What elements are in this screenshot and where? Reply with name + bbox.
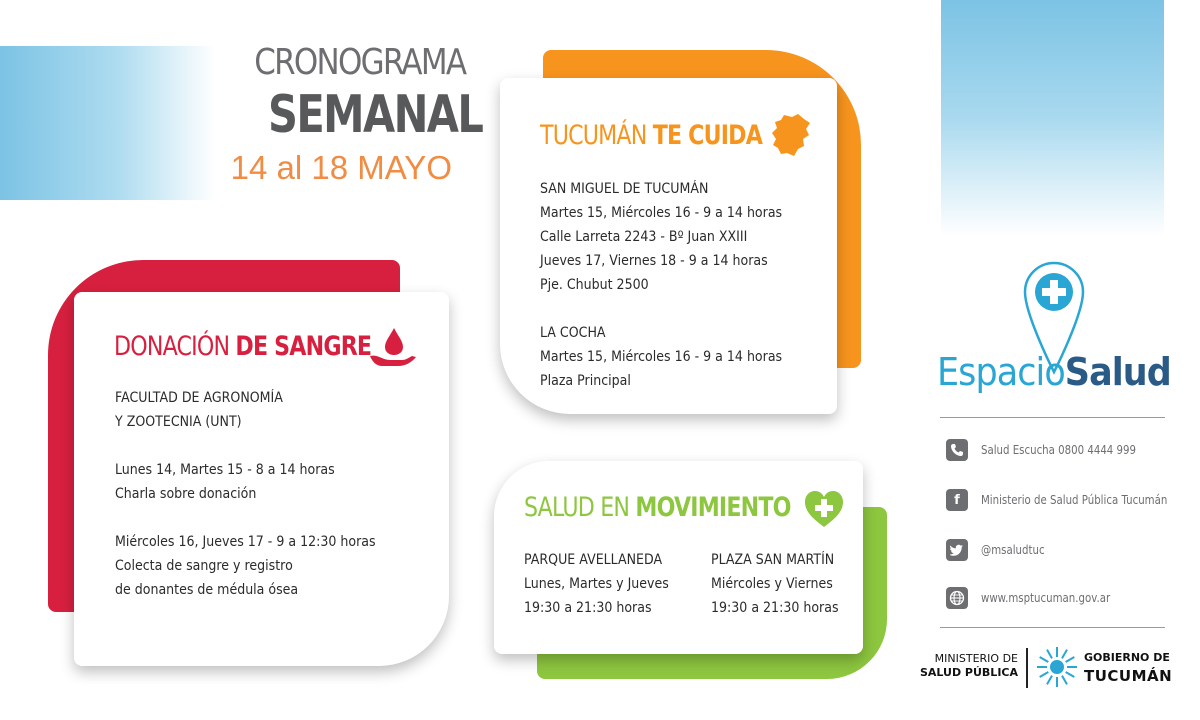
donacion-spacer bbox=[115, 434, 376, 458]
ministry-line-2: SALUD PÚBLICA bbox=[919, 666, 1018, 679]
movimiento-col1-line: 19:30 a 21:30 horas bbox=[524, 600, 652, 616]
tucuman-line: LA COCHA bbox=[540, 325, 606, 341]
left-blue-band bbox=[0, 46, 215, 200]
movimiento-col1-line: PARQUE AVELLANEDA bbox=[524, 552, 663, 568]
espacio-salud-logo bbox=[937, 350, 1171, 394]
movimiento-col-2 bbox=[711, 548, 839, 620]
tucuman-line: Jueves 17, Viernes 18 - 9 a 14 horas bbox=[540, 253, 768, 269]
sun-emblem-icon bbox=[1036, 646, 1078, 688]
facebook-icon: f bbox=[946, 489, 968, 511]
title-line-semanal: SEMANAL bbox=[268, 85, 483, 145]
tucuman-title-light: TUCUMÁN bbox=[540, 120, 647, 151]
contact-phone-text: Salud Escucha 0800 4444 999 bbox=[981, 443, 1137, 457]
tucuman-card-text bbox=[540, 177, 782, 393]
ministry-line-1: MINISTERIO DE bbox=[934, 652, 1018, 665]
donacion-title-light: DONACIÓN bbox=[114, 331, 230, 362]
tucuman-line: SAN MIGUEL DE TUCUMÁN bbox=[540, 181, 709, 197]
donacion-line: FACULTAD DE AGRONOMÍA bbox=[115, 390, 283, 406]
donacion-line: de donantes de médula ósea bbox=[115, 582, 299, 598]
donacion-card-title bbox=[114, 331, 371, 362]
movimiento-card-title bbox=[524, 492, 791, 523]
contact-twitter[interactable] bbox=[946, 538, 1056, 562]
donacion-title-bold: DE SANGRE bbox=[235, 331, 372, 362]
donacion-card-text bbox=[115, 386, 376, 602]
movimiento-col2-line: 19:30 a 21:30 horas bbox=[711, 600, 839, 616]
tucuman-line: Calle Larreta 2243 - Bº Juan XXIII bbox=[540, 229, 748, 245]
divider-bottom bbox=[940, 627, 1165, 628]
contact-phone bbox=[946, 438, 1163, 462]
brand-name-bold: Salud bbox=[1064, 350, 1171, 394]
donacion-line: Colecta de sangre y registro bbox=[115, 558, 293, 574]
heart-plus-icon bbox=[803, 489, 845, 529]
divider-top bbox=[940, 417, 1165, 418]
contact-facebook-text: Ministerio de Salud Pública Tucumán bbox=[981, 493, 1168, 507]
globe-icon bbox=[946, 587, 968, 609]
title-dates: 14 al 18 MAYO bbox=[230, 149, 452, 186]
movimiento-title-bold: MOVIMIENTO bbox=[635, 492, 791, 523]
movimiento-col2-line: Miércoles y Viernes bbox=[711, 576, 833, 592]
tucuman-line: Pje. Chubut 2500 bbox=[540, 277, 649, 293]
donacion-line: Lunes 14, Martes 15 - 8 a 14 horas bbox=[115, 462, 335, 478]
donacion-line: Miércoles 16, Jueves 17 - 9 a 12:30 horas bbox=[115, 534, 376, 550]
gov-line-1: GOBIERNO DE bbox=[1084, 651, 1170, 664]
right-blue-band bbox=[941, 0, 1164, 236]
contact-twitter-text: @msaludtuc bbox=[981, 543, 1045, 557]
donacion-line: Charla sobre donación bbox=[115, 486, 257, 502]
tucuman-line: Martes 15, Miércoles 16 - 9 a 14 horas bbox=[540, 349, 783, 365]
schedule-title bbox=[222, 40, 483, 192]
brand-name-light: Espacio bbox=[937, 350, 1065, 394]
tucuman-line: Plaza Principal bbox=[540, 373, 631, 389]
phone-icon bbox=[946, 439, 968, 461]
tucuman-line: Martes 15, Miércoles 16 - 9 a 14 horas bbox=[540, 205, 783, 221]
blood-drop-hand-icon bbox=[368, 326, 418, 368]
ministry-logo-text bbox=[915, 652, 1018, 680]
tucuman-title-bold: TE CUIDA bbox=[652, 120, 763, 151]
footer-separator bbox=[1026, 648, 1028, 688]
tucuman-spacer bbox=[540, 297, 782, 321]
gov-line-2: TUCUMÁN bbox=[1084, 667, 1173, 685]
contact-website-text: www.msptucuman.gov.ar bbox=[981, 591, 1111, 605]
twitter-icon bbox=[946, 539, 968, 561]
movimiento-col2-line: PLAZA SAN MARTÍN bbox=[711, 552, 835, 568]
donacion-spacer bbox=[115, 506, 376, 530]
movimiento-col-1 bbox=[524, 548, 669, 620]
contact-facebook[interactable] bbox=[946, 488, 1200, 512]
tucuman-card-title bbox=[540, 120, 762, 151]
title-line-cronograma: CRONOGRAMA bbox=[254, 42, 466, 83]
movimiento-title-light: SALUD EN bbox=[524, 492, 630, 523]
contact-website[interactable] bbox=[946, 586, 1133, 610]
donacion-line: Y ZOOTECNIA (UNT) bbox=[115, 414, 242, 430]
movimiento-col1-line: Lunes, Martes y Jueves bbox=[524, 576, 669, 592]
government-logo-text bbox=[1084, 650, 1172, 686]
tucuman-map-icon bbox=[770, 113, 812, 157]
